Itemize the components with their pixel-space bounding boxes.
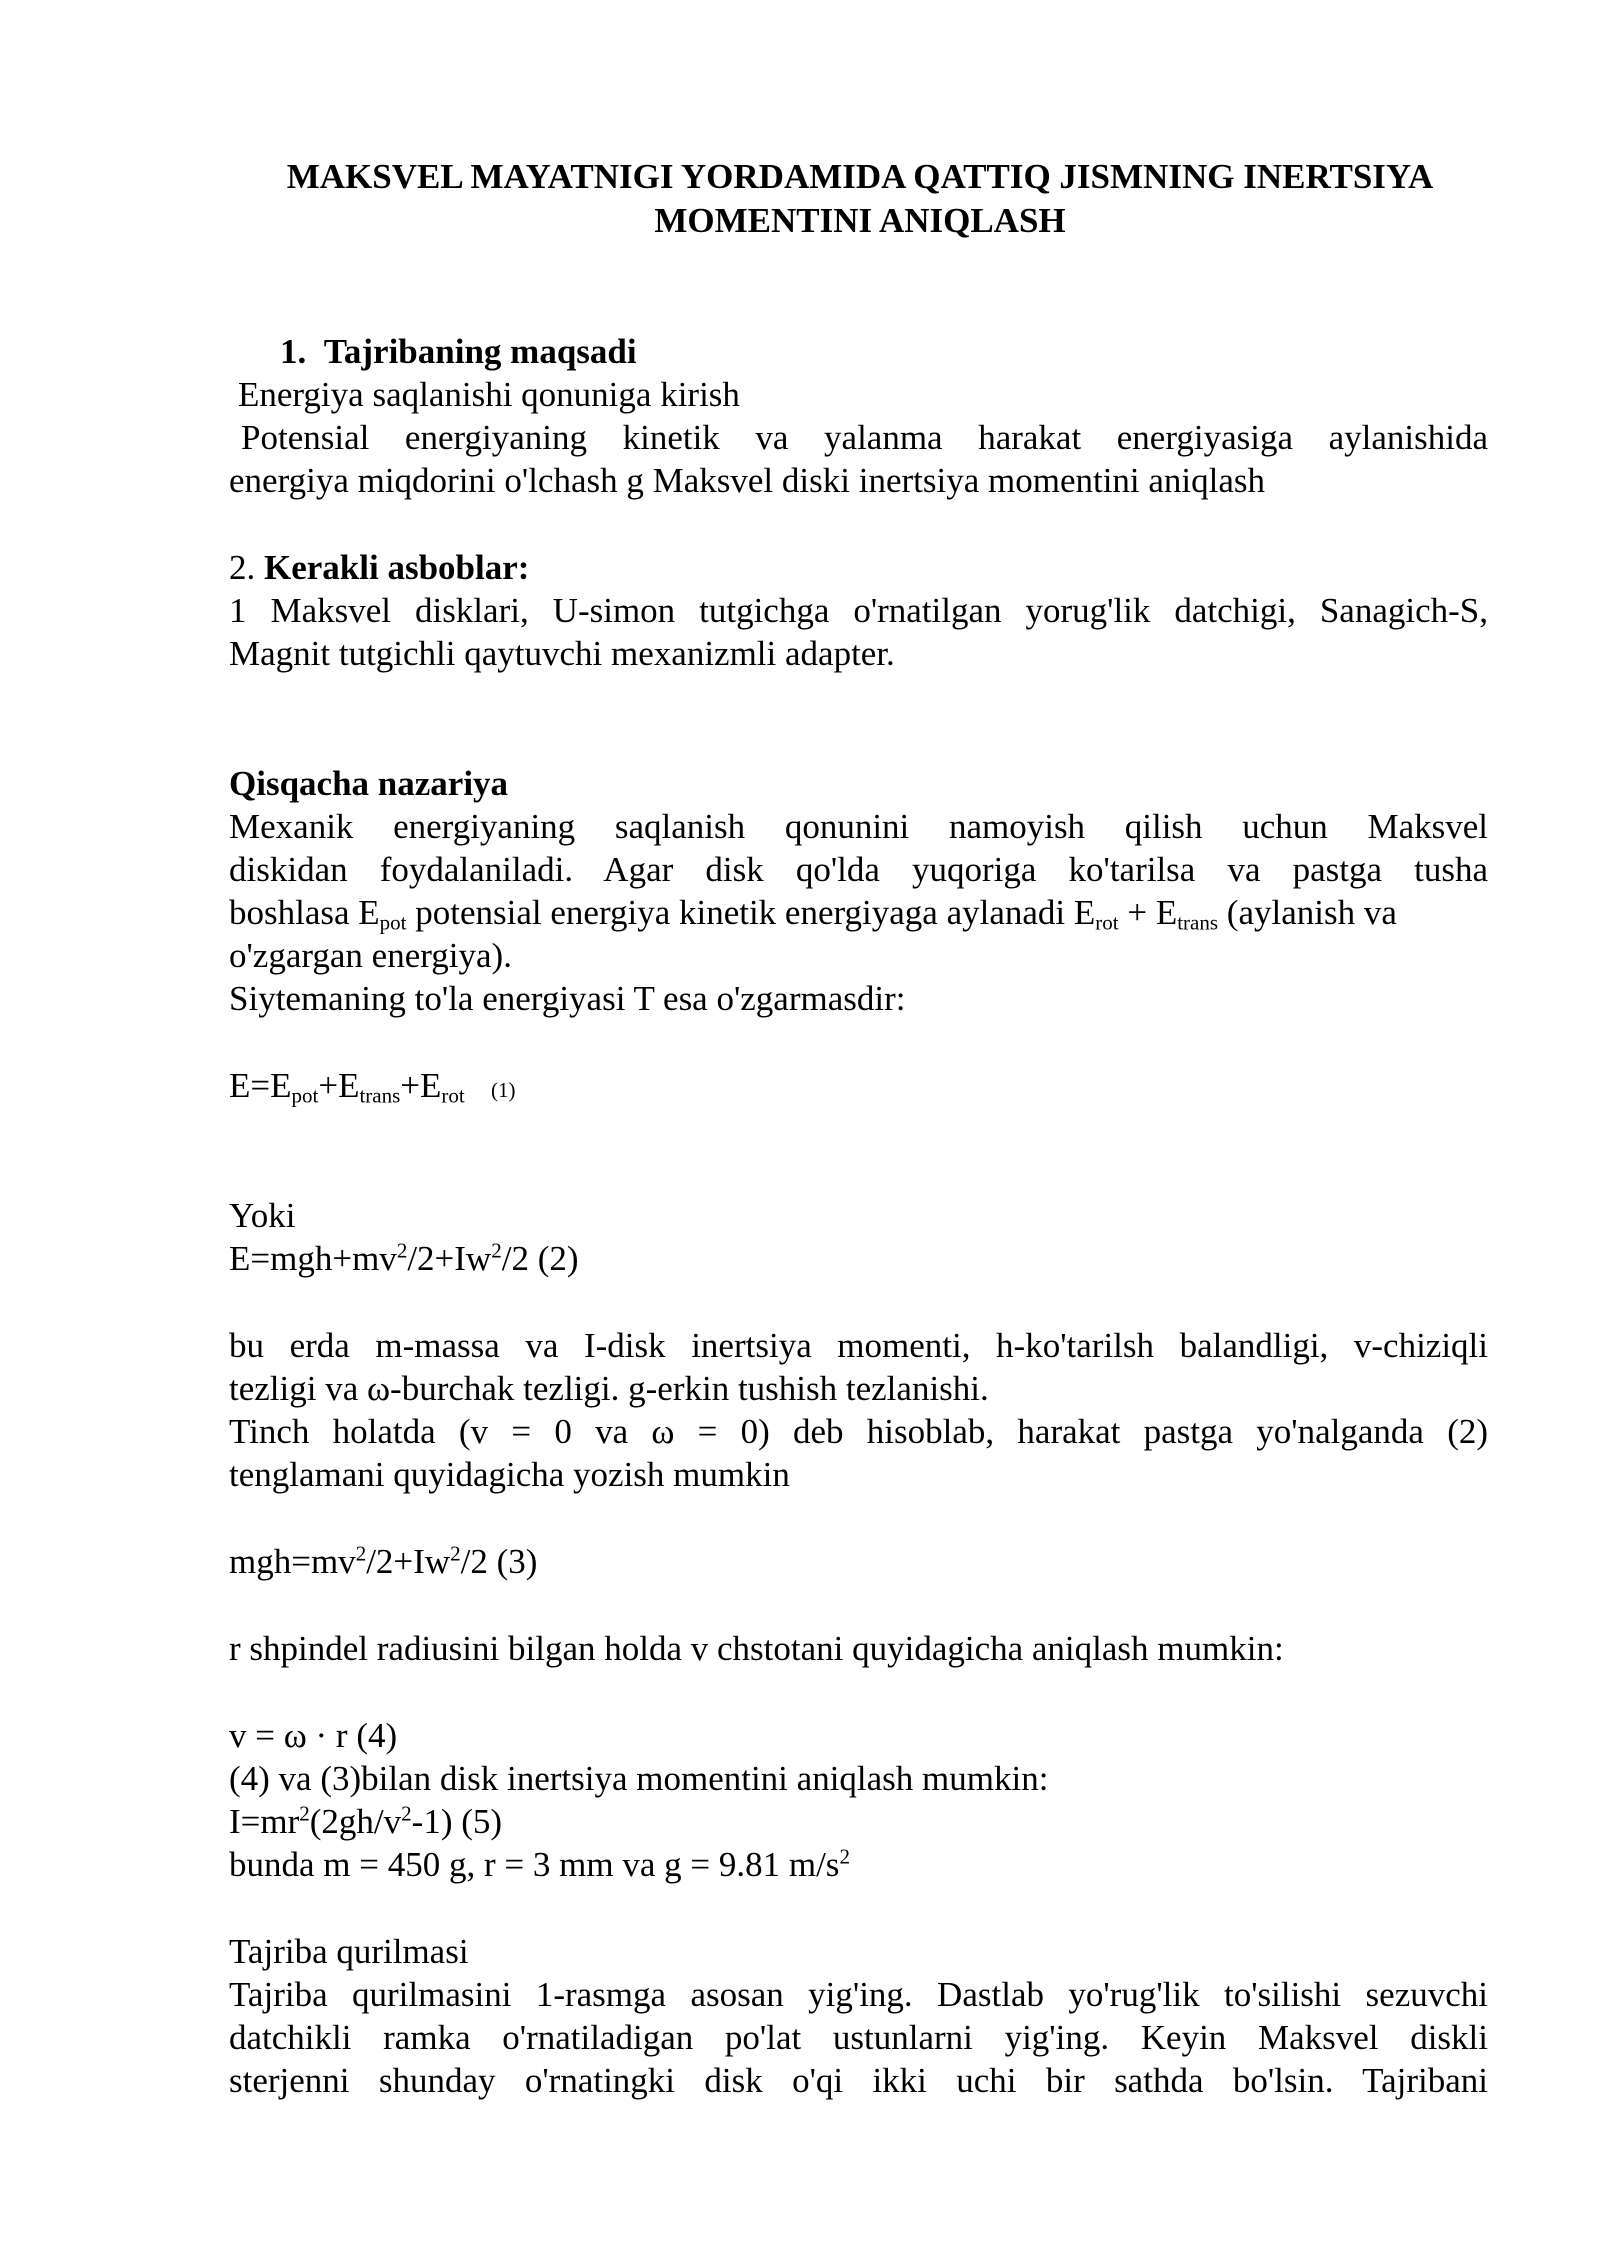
section-2-title: Kerakli asboblar: (264, 548, 530, 587)
theory-line-3-part-a: boshlasa E (229, 893, 380, 932)
eq1-part-a: E=E (229, 1066, 292, 1105)
subscript-trans: trans (1177, 910, 1219, 935)
parameters-sup: 2 (839, 1844, 850, 1869)
explain-line-2: tezligi va ω-burchak tezligi. g-erkin tushish tezlanishi. (229, 1369, 989, 1408)
section-2-heading (229, 546, 1488, 590)
section-1-heading (280, 330, 1539, 374)
eq3-part-a: mgh=mv (229, 1542, 356, 1581)
radius-text: r shpindel radiusini bilgan holda v chstotani quyidagicha aniqlash mumkin: (229, 1629, 1284, 1668)
section-1-line-3: energiya miqdorini o'lchash g Maksvel diski inertsiya momentini aniqlash (229, 461, 1266, 500)
setup-line-3: sterjenni shunday o'rnatingki disk o'qi ikki uchi bir sathda bo'lsin. Tajribani (229, 2061, 1488, 2100)
eq2-sup-1: 2 (396, 1238, 408, 1263)
subscript-pot: pot (379, 910, 407, 935)
equation-3 (229, 1540, 1488, 1584)
theory-line-2: diskidan foydalaniladi. Agar disk qo'lda yuqoriga ko'tarilsa va pastga tusha (229, 850, 1488, 889)
eq3-sup-2: 2 (450, 1541, 461, 1566)
parameters-text: bunda m = 450 g, r = 3 mm va g = 9.81 m/s (229, 1845, 840, 1884)
eq5-part-c: -1) (5) (411, 1802, 503, 1841)
section-2-line-1: 1 Maksvel disklari, U-simon tutgichga o'rnatilgan yorug'lik datchigi, Sanagich-S, (229, 591, 1488, 630)
section-1-line-2: Potensial energiyaning kinetik va yalanma harakat energiyasiga aylanishida (241, 418, 1488, 457)
eq2-sup-2: 2 (491, 1238, 502, 1263)
section-1-number: 1. (280, 332, 307, 371)
eq3-sup-1: 2 (355, 1541, 367, 1566)
parameters-line (229, 1843, 1488, 1887)
explain-line-3: Tinch holatda (v = 0 va ω = 0) deb hisoblab, harakat pastga yo'nalganda (2) (229, 1412, 1488, 1451)
explain-line-4: tenglamani quyidagicha yozish mumkin (229, 1455, 790, 1494)
subscript-rot: rot (1095, 910, 1119, 935)
eq5-part-a: I=mr (229, 1802, 300, 1841)
eq1-part-b: +E (318, 1066, 360, 1105)
theory-line-5: Siytemaning to'la energiyasi T esa o'zgarmasdir: (229, 979, 906, 1018)
section-1-line-1: Energiya saqlanishi qonuniga kirish (238, 375, 740, 414)
eq5-part-b: (2gh/v (309, 1802, 402, 1841)
theory-heading: Qisqacha nazariya (229, 764, 509, 803)
eq2-part-c: /2 (2) (501, 1239, 579, 1278)
section-2-line-2: Magnit tutgichli qaytuvchi mexanizmli adapter. (229, 634, 895, 673)
setup-line-2: datchikli ramka o'rnatiladigan po'lat ustunlarni yig'ing. Keyin Maksvel diskli (229, 2018, 1488, 2057)
eq3-part-c: /2 (3) (460, 1542, 538, 1581)
setup-line-1: Tajriba qurilmasini 1-rasmga asosan yig'ing. Dastlab yo'rug'lik to'silishi sezuvchi (229, 1975, 1488, 2014)
setup-heading: Tajriba qurilmasi (229, 1932, 469, 1971)
eq2-part-b: /2+Iw (407, 1239, 492, 1278)
section-2-number: 2. (229, 548, 256, 587)
explain-line-1: bu erda m-massa va I-disk inertsiya momenti, h-ko'tarilsh balandligi, v-chiziqli (229, 1326, 1488, 1365)
equation-5 (229, 1800, 1488, 1844)
theory-line-1: Mexanik energiyaning saqlanish qonunini namoyish qilish uchun Maksvel (229, 807, 1488, 846)
equation-4: v = ω · r (4) (229, 1716, 398, 1755)
equation-1 (229, 1064, 1488, 1112)
eq1-part-c: +E (400, 1066, 442, 1105)
theory-line-4: o'zgargan energiya). (229, 936, 512, 975)
yoki-text: Yoki (229, 1196, 296, 1235)
eq1-number: (1) (491, 1078, 516, 1102)
document-title-line-2: MOMENTINI ANIQLASH (654, 201, 1066, 240)
theory-line-3-part-b: potensial energiya kinetik energiyaga aylanadi E (406, 893, 1096, 932)
equation-2 (229, 1237, 1488, 1281)
eq2-part-a: E=mgh+mv (229, 1239, 397, 1278)
theory-line-3 (229, 891, 1488, 935)
eq1-sub-trans: trans (359, 1083, 401, 1108)
document-title-line-1: MAKSVEL MAYATNIGI YORDAMIDA QATTIQ JISMNING INERTSIYA (286, 157, 1434, 196)
eq1-sub-rot: rot (441, 1083, 465, 1108)
equation-4-text: (4) va (3)bilan disk inertsiya momentini aniqlash mumkin: (229, 1759, 1049, 1798)
eq5-sup-2: 2 (401, 1801, 412, 1826)
eq1-sub-pot: pot (291, 1083, 319, 1108)
eq5-sup-1: 2 (299, 1801, 310, 1826)
theory-line-3-part-d: (aylanish va (1218, 893, 1397, 932)
section-1-title: Tajribaning maqsadi (323, 332, 637, 371)
theory-line-3-part-c: + E (1118, 893, 1178, 932)
eq3-part-b: /2+Iw (366, 1542, 451, 1581)
